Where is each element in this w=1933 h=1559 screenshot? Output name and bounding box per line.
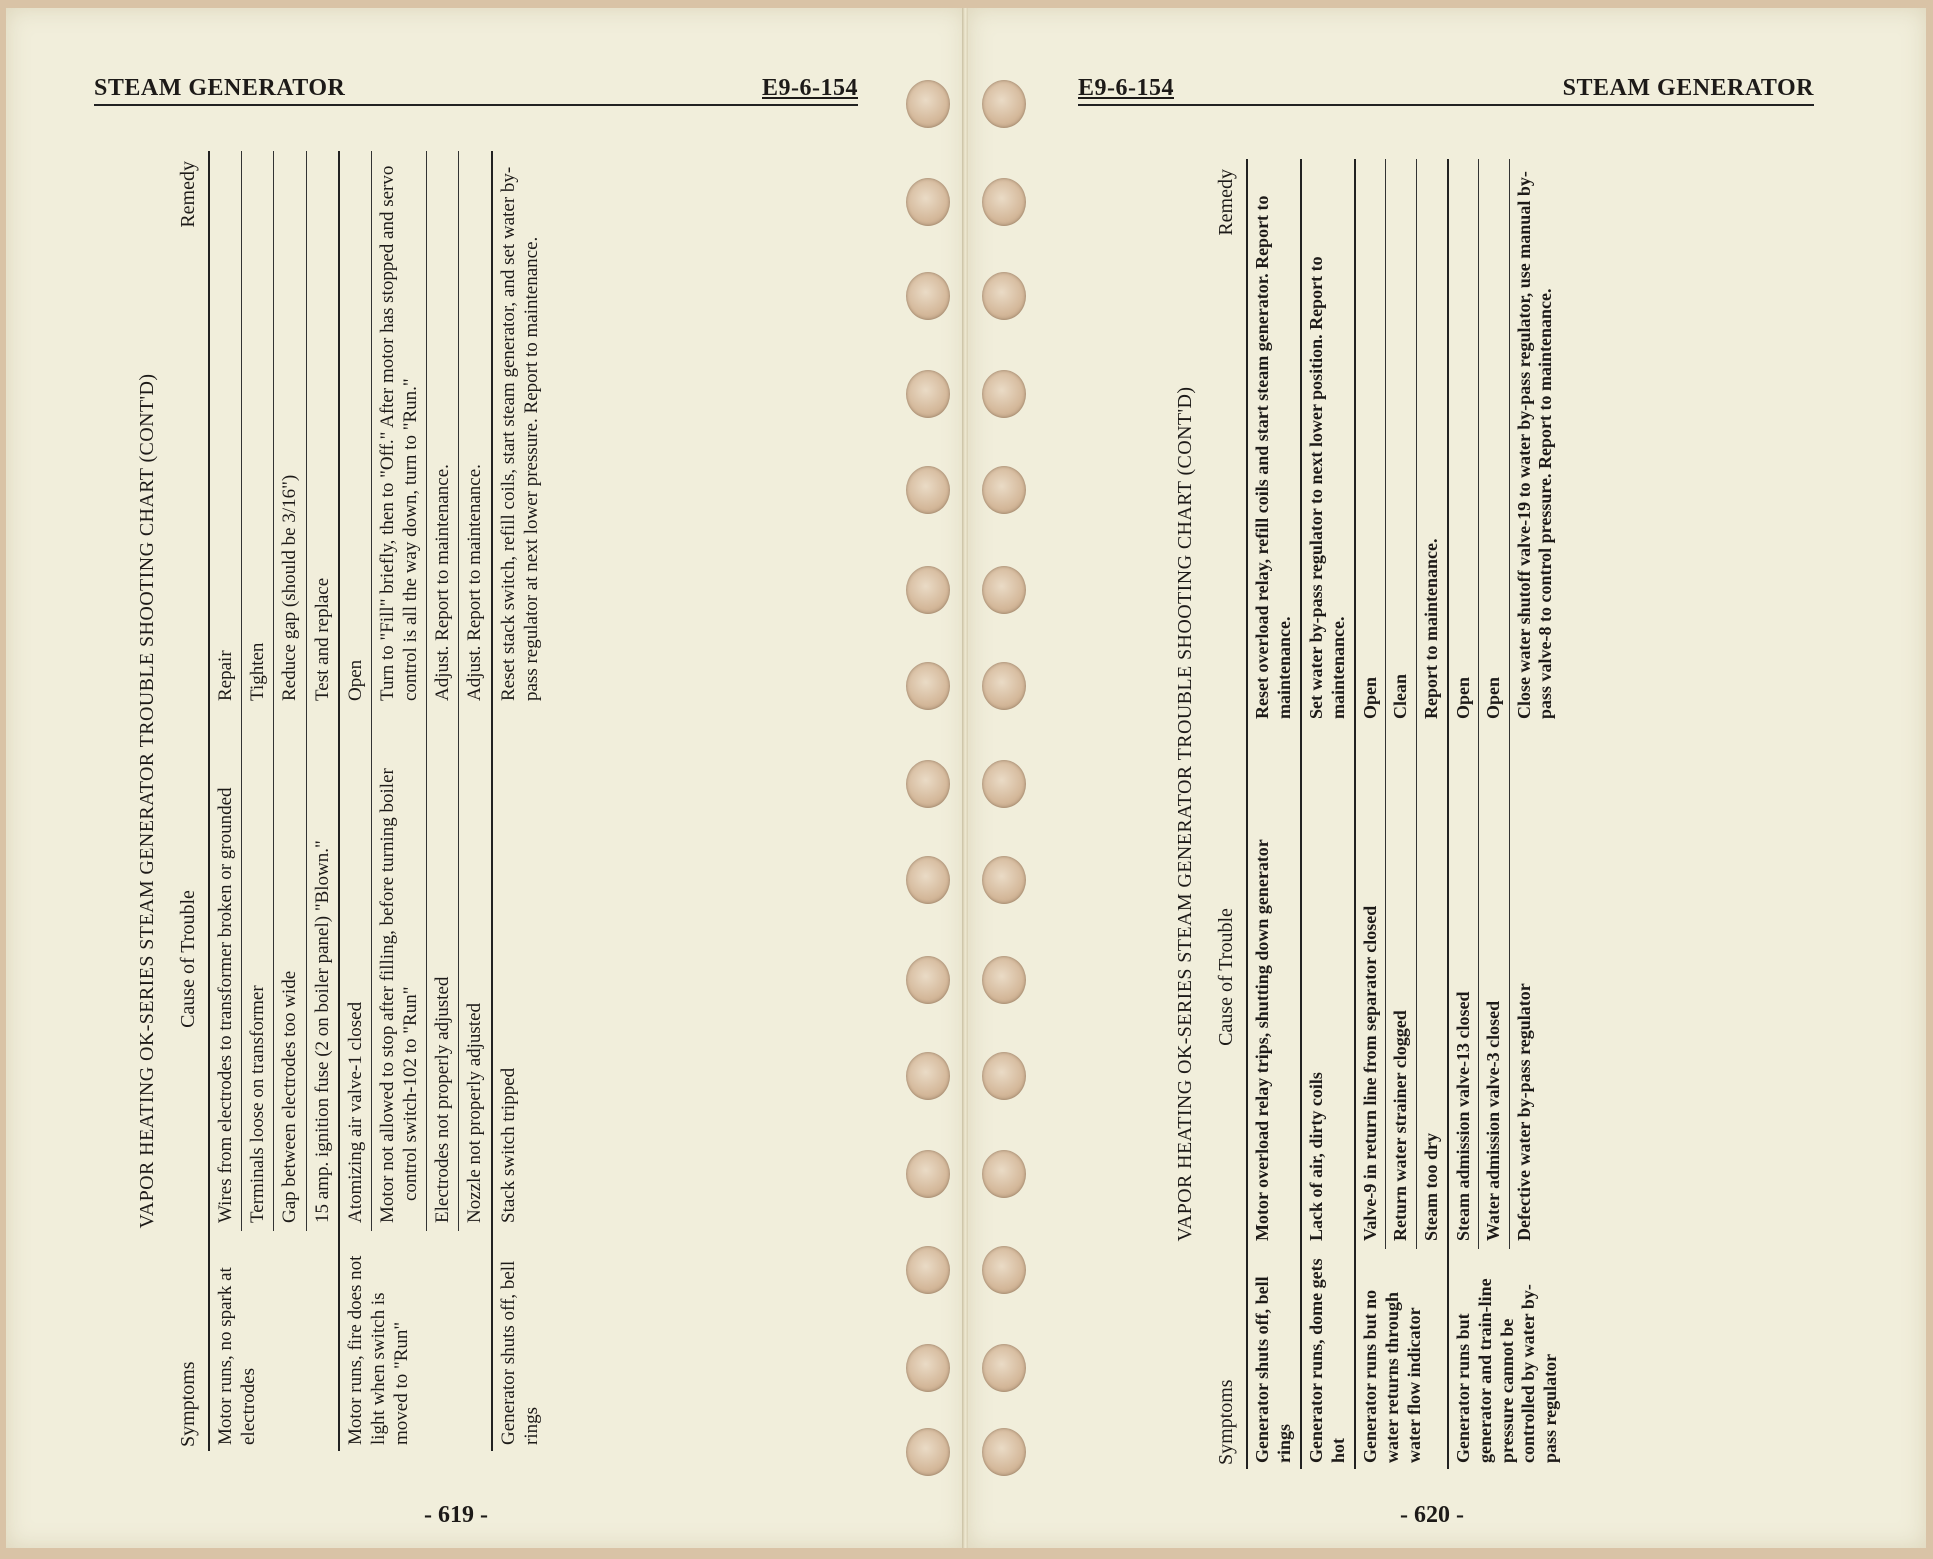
cause: Gap between electrodes too wide [279, 970, 301, 1223]
table-row [241, 151, 273, 1231]
symptom: Motor runs, fire does not light when switch is moved to "Run" [344, 1255, 413, 1445]
symptom-group [208, 151, 338, 1451]
remedy: Open [1359, 676, 1380, 719]
table-row [273, 151, 305, 1231]
symptom: Motor runs, no spark at electrodes [215, 1267, 260, 1445]
binder-hole [982, 1344, 1026, 1392]
page-number: - 619 - [424, 1502, 488, 1528]
cause: Terminals loose on transformer [247, 985, 269, 1223]
cause: Valve-9 in return line from separator closed [1359, 905, 1380, 1241]
binder-hole [906, 1344, 950, 1392]
right-page [968, 8, 1926, 1548]
table-row [306, 151, 338, 1231]
binder-hole [982, 956, 1026, 1004]
binder-hole [982, 566, 1026, 614]
remedy: Reset overload relay, refill coils and start steam generator. Report to maintenance. [1252, 195, 1294, 719]
binder-hole [906, 662, 950, 710]
col-cause: Cause of Trouble [1214, 908, 1237, 1046]
table-row [493, 151, 547, 1231]
symptom-group [1300, 159, 1354, 1469]
binder-hole [982, 80, 1026, 128]
binder-hole [982, 466, 1026, 514]
remedy: Reduce gap (should be 3/16") [279, 474, 301, 701]
binder-hole [906, 1246, 950, 1294]
remedy: Set water by-pass regulator to next lower position. Report to maintenance. [1305, 256, 1348, 719]
page-number: - 620 - [1400, 1502, 1464, 1528]
table-row [1509, 159, 1561, 1249]
header-title: STEAM GENERATOR [94, 75, 346, 101]
binder-hole [906, 1150, 950, 1198]
binder-hole [906, 466, 950, 514]
cause: Nozzle not properly adjusted [464, 1002, 486, 1223]
cause: Steam admission valve-13 closed [1452, 991, 1473, 1241]
binder-hole [906, 272, 950, 320]
cause: Steam too dry [1421, 1133, 1441, 1241]
symptom-group [1354, 159, 1447, 1469]
table-row [371, 151, 426, 1231]
table-row [426, 151, 458, 1231]
binder-hole [982, 760, 1026, 808]
binder-hole [982, 1052, 1026, 1100]
cause: Wires from electrodes to transformer broken or grounded [215, 787, 236, 1223]
chart-header-row [1206, 159, 1246, 1469]
chart-header-row [168, 151, 208, 1451]
col-remedy: Remedy [1214, 169, 1237, 236]
binder-hole [982, 856, 1026, 904]
binder-hole [906, 178, 950, 226]
remedy: Test and replace [311, 577, 333, 701]
symptom-group [491, 151, 547, 1451]
table-row [340, 151, 371, 1231]
cause: Defective water by-pass regulator [1513, 983, 1534, 1241]
binder-hole [906, 760, 950, 808]
remedy: Repair [215, 650, 236, 701]
cause: Lack of air, dirty coils [1305, 1072, 1326, 1241]
cause: Stack switch tripped [497, 1067, 519, 1223]
col-symptoms: Symptoms [1214, 1379, 1237, 1465]
chart-title: VAPOR HEATING OK-SERIES STEAM GENERATOR TROUBLE SHOOTING CHART (CONT'D) [1174, 386, 1196, 1242]
binder-hole [906, 956, 950, 1004]
cause: 15 amp. ignition fuse (2 on boiler panel) "Blown." [311, 840, 333, 1223]
running-header [94, 72, 858, 106]
left-page [6, 8, 966, 1548]
cause: Electrodes not properly adjusted [432, 976, 454, 1223]
cause: Motor overload relay trips, shutting down generator [1252, 839, 1272, 1241]
chart-title: VAPOR HEATING OK-SERIES STEAM GENERATOR TROUBLE SHOOTING CHART (CONT'D) [136, 373, 158, 1229]
table-row [1302, 159, 1353, 1249]
table-row [1356, 159, 1386, 1249]
cause: Return water strainer clogged [1390, 1010, 1411, 1241]
binder-hole [982, 1246, 1026, 1294]
symptom: Generator shuts off, bell rings [497, 1260, 542, 1445]
symptom: Generator runs but generator and train-line pressure cannot be controlled by water by-pass regulator [1452, 1278, 1561, 1463]
binder-hole [982, 662, 1026, 710]
table-row [1385, 159, 1416, 1249]
symptom-group [1246, 159, 1300, 1469]
table-row [1478, 159, 1509, 1249]
col-remedy: Remedy [176, 161, 199, 228]
remedy: Open [1452, 676, 1473, 719]
binder-hole [982, 1150, 1026, 1198]
symptom-group [1447, 159, 1567, 1469]
symptom-group [338, 151, 491, 1451]
remedy: Adjust. Report to maintenance. [464, 464, 486, 701]
table-row [458, 151, 490, 1231]
binder-hole [906, 370, 950, 418]
trouble-chart-left [126, 151, 686, 1451]
running-header [1078, 72, 1814, 106]
binder-hole [906, 856, 950, 904]
binder-hole [906, 80, 950, 128]
symptom: Generator runs but no water returns through water flow indicator [1359, 1289, 1424, 1463]
remedy: Open [344, 659, 366, 701]
header-title: STEAM GENERATOR [1562, 75, 1814, 101]
table-row [1248, 159, 1299, 1249]
binder-hole [982, 1428, 1026, 1476]
binder-hole [906, 566, 950, 614]
cause: Atomizing air valve-1 closed [344, 1001, 366, 1223]
header-code: E9-6-154 [1078, 75, 1174, 101]
remedy: Clean [1390, 674, 1411, 719]
remedy: Tighten [247, 642, 269, 701]
cause: Water admission valve-3 closed [1483, 1000, 1504, 1241]
remedy: Adjust. Report to maintenance. [432, 464, 454, 701]
binder-hole [982, 178, 1026, 226]
remedy: Reset stack switch, refill coils, start steam generator, and set water by-pass regulator at next lower pressure. Report to maintenance. [497, 166, 542, 701]
remedy: Close water shutoff valve-19 to water by-pass regulator, use manual by-pass valve-8 to control pressure. Report to maintenance. [1513, 171, 1556, 719]
binder-hole [906, 1428, 950, 1476]
remedy: Open [1483, 676, 1504, 719]
binder-hole [982, 370, 1026, 418]
remedy: Turn to "Fill" briefly, then to "Off." After motor has stopped and servo control is all the way down, turn to "Run." [376, 165, 422, 701]
table-row [210, 151, 241, 1231]
col-cause: Cause of Trouble [176, 890, 199, 1028]
binder-hole [906, 1052, 950, 1100]
col-symptoms: Symptoms [176, 1361, 199, 1447]
remedy: Report to maintenance. [1421, 538, 1441, 719]
table-row [1416, 159, 1447, 1249]
table-row [1449, 159, 1479, 1249]
binder-hole [982, 272, 1026, 320]
cause: Motor not allowed to stop after filling, before turning boiler control switch-102 to "Run" [376, 768, 422, 1223]
symptom: Generator runs, dome gets hot [1305, 1258, 1348, 1463]
header-code: E9-6-154 [762, 75, 858, 101]
trouble-chart-right [1164, 159, 1704, 1469]
symptom: Generator shuts off, bell rings [1252, 1276, 1294, 1463]
